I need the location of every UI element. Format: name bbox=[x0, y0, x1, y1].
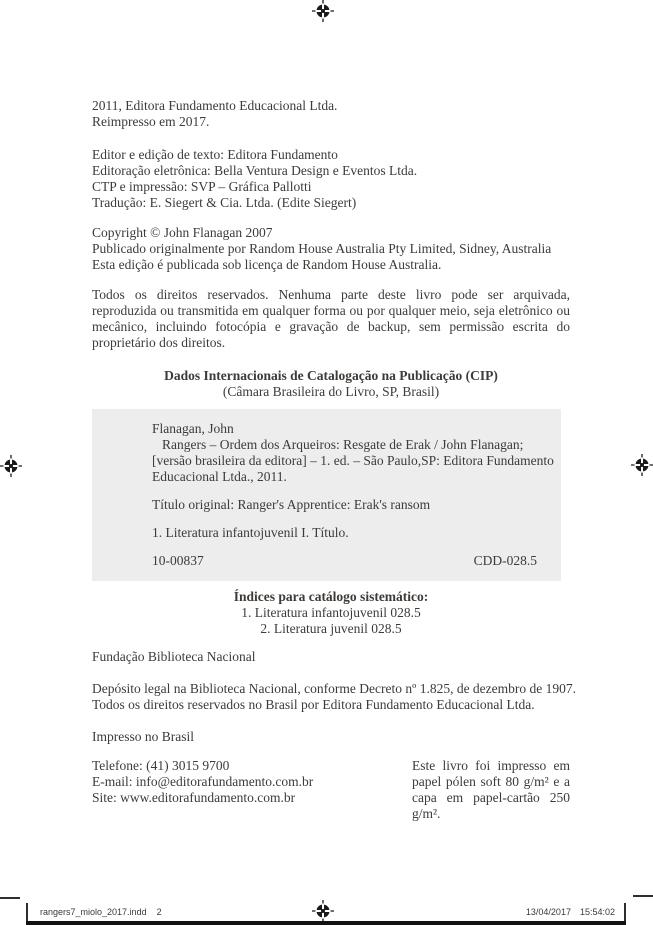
cip-heading bbox=[92, 368, 570, 400]
slug-rule bbox=[624, 903, 626, 921]
registration-mark-icon bbox=[0, 455, 22, 477]
slug-time: 15:54:02 bbox=[579, 907, 615, 917]
registration-mark-icon bbox=[631, 454, 653, 476]
cip-entry-line: Flanagan, John bbox=[152, 421, 234, 436]
slug-filename: rangers7_miolo_2017.indd bbox=[40, 907, 147, 917]
contact-phone: Telefone: (41) 3015 9700 bbox=[92, 758, 230, 773]
contact-email: E-mail: info@editorafundamento.com.br bbox=[92, 774, 314, 789]
national-library-foundation: Fundação Biblioteca Nacional bbox=[92, 649, 256, 664]
legal-deposit-block bbox=[92, 681, 577, 713]
contact-block bbox=[92, 758, 570, 822]
legal-deposit-line: Todos os direitos reservados no Brasil por Editora Fundamento Educacional Ltda. bbox=[92, 697, 535, 712]
cip-subjects: 1. Literatura infantojuvenil I. Título. bbox=[152, 525, 349, 540]
cip-entry-line: Educacional Ltda., 2011. bbox=[152, 469, 287, 484]
cip-cdd-number: CDD-028.5 bbox=[473, 553, 537, 568]
credits-block bbox=[92, 147, 570, 211]
publisher-contact bbox=[92, 758, 313, 822]
slug-timestamp-line bbox=[526, 907, 615, 917]
cip-original-title: Título original: Ranger's Apprentice: Erak's ransom bbox=[152, 497, 431, 512]
legal-deposit-line: Depósito legal na Biblioteca Nacional, conforme Decreto nº 1.825, de dezembro de 1907. bbox=[92, 681, 577, 696]
cip-codes-row bbox=[152, 553, 537, 569]
contact-site: Site: www.editorafundamento.com.br bbox=[92, 790, 296, 805]
cip-title: Dados Internacionais de Catalogação na Publicação (CIP) bbox=[164, 368, 498, 383]
copyright-line: Esta edição é publicada sob licença de Random House Australia. bbox=[92, 257, 442, 272]
credit-line: Editoração eletrônica: Bella Ventura Design e Eventos Ltda. bbox=[92, 163, 418, 178]
crop-mark bbox=[0, 897, 20, 899]
credit-line: CTP e impressão: SVP – Gráfica Pallotti bbox=[92, 179, 312, 194]
cip-entry-line: [versão brasileira da editora] – 1. ed. – São Paulo,SP: Editora Fundamento bbox=[152, 453, 554, 468]
credit-line: Editor e edição de texto: Editora Fundamento bbox=[92, 147, 338, 162]
indexes-title: Índices para catálogo sistemático: bbox=[233, 589, 429, 604]
slug-rule bbox=[26, 903, 28, 921]
index-item: 1. Literatura infantojuvenil 028.5 bbox=[241, 605, 421, 620]
cip-subtitle: (Câmara Brasileira do Livro, SP, Brasil) bbox=[222, 384, 440, 399]
edition-block bbox=[92, 98, 570, 130]
registration-mark-icon bbox=[312, 900, 334, 922]
systematic-catalog-indexes bbox=[92, 589, 570, 637]
slug-filename-line bbox=[40, 907, 162, 917]
slug-page-number: 2 bbox=[156, 907, 162, 917]
registration-mark-icon bbox=[312, 0, 334, 22]
rights-paragraph: Todos os direitos reservados. Nenhuma parte deste livro pode ser arquivada, reproduzida ou transmitida em qualquer forma ou por qualquer meio, seja eletrônico ou mecânico, incluindo fotocópia e gravação de backup, sem permissão escrita do proprietário dos direitos. bbox=[92, 287, 570, 350]
cip-entry-line: Rangers – Ordem dos Arqueiros: Resgate de Erak / John Flanagan; bbox=[162, 437, 524, 452]
cip-record-box bbox=[92, 409, 561, 581]
copyright-block bbox=[92, 225, 570, 273]
credit-line: Tradução: E. Siegert & Cia. Ltda. (Edite Siegert) bbox=[92, 195, 357, 210]
trim-bar bbox=[26, 921, 626, 925]
copyright-line: Publicado originalmente por Random House Australia Pty Limited, Sidney, Australia bbox=[92, 241, 552, 256]
copyright-line: Copyright © John Flanagan 2007 bbox=[92, 225, 273, 240]
paper-note: Este livro foi impresso em papel pólen soft 80 g/m² e a capa em papel-cartão 250 g/m². bbox=[412, 758, 570, 821]
edition-line: 2011, Editora Fundamento Educacional Ltda. bbox=[92, 98, 338, 113]
index-item: 2. Literatura juvenil 028.5 bbox=[260, 621, 402, 636]
imprint-page-content bbox=[92, 98, 577, 822]
cip-record-number: 10-00837 bbox=[152, 553, 204, 568]
slug-date: 13/04/2017 bbox=[525, 907, 571, 917]
edition-line: Reimpresso em 2017. bbox=[92, 114, 210, 129]
crop-mark bbox=[633, 895, 653, 897]
printed-in-brazil: Impresso no Brasil bbox=[92, 729, 194, 744]
